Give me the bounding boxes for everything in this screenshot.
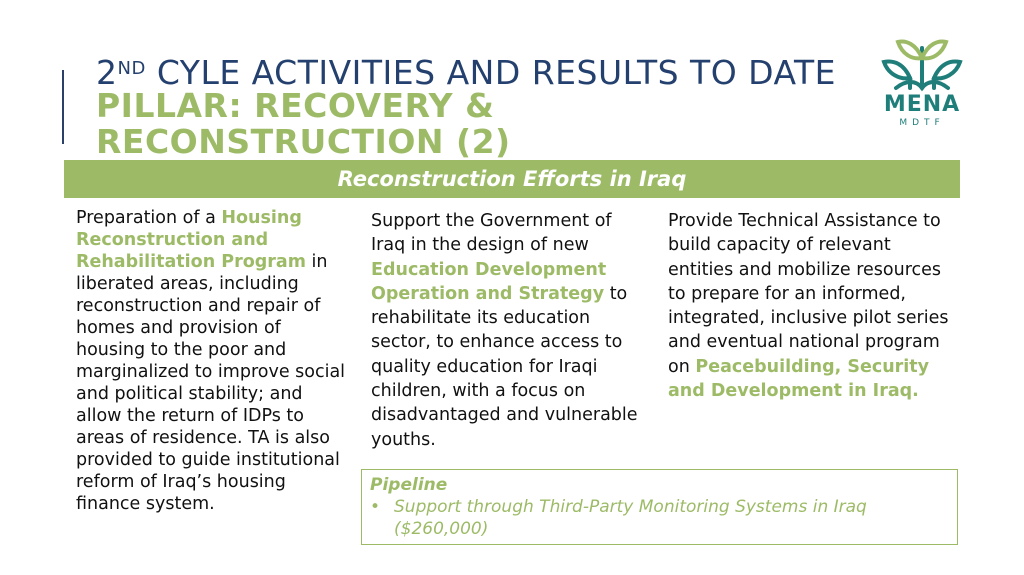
pipeline-box bbox=[361, 469, 958, 545]
column-education: Support the Government of Iraq in the design of new Education Development Operation and Strategy to rehabilitate its education sector, to enhance access to quality education for Iraqi children, with a focus on disadvantaged and vulnerable youths. bbox=[371, 211, 638, 450]
bullet-icon: • bbox=[370, 497, 381, 517]
column-housing: Preparation of a Housing Reconstruction and Rehabilitation Program in liberated areas, including reconstruction and repair of homes and provision of housing to the poor and marginalized to improve social and political stability; and allow the return of IDPs to areas of residence. TA is also provided to guide institutional reform of Iraq’s housing finance system. bbox=[76, 208, 346, 514]
title-accent-bar bbox=[62, 70, 64, 144]
pipeline-title: Pipeline bbox=[370, 475, 448, 495]
logo-wordmark: MENA bbox=[883, 92, 961, 117]
section-banner: Reconstruction Efforts in Iraq bbox=[64, 160, 960, 198]
logo-subtext: MDTF bbox=[899, 118, 945, 128]
slide-title: 2ND CYLE ACTIVITIES AND RESULTS TO DATE bbox=[96, 53, 837, 92]
slide-subtitle: PILLAR: RECOVERY & RECONSTRUCTION (2) bbox=[96, 88, 511, 160]
column-peacebuilding: Provide Technical Assistance to build capacity of relevant entities and mobilize resources to prepare for an informed, integrated, inclusive pilot series and eventual national program on Peacebuilding, Security and Development in Iraq. bbox=[668, 211, 949, 402]
pipeline-item: • Support through Third-Party Monitoring Systems in Iraq ($260,000) bbox=[370, 497, 867, 539]
